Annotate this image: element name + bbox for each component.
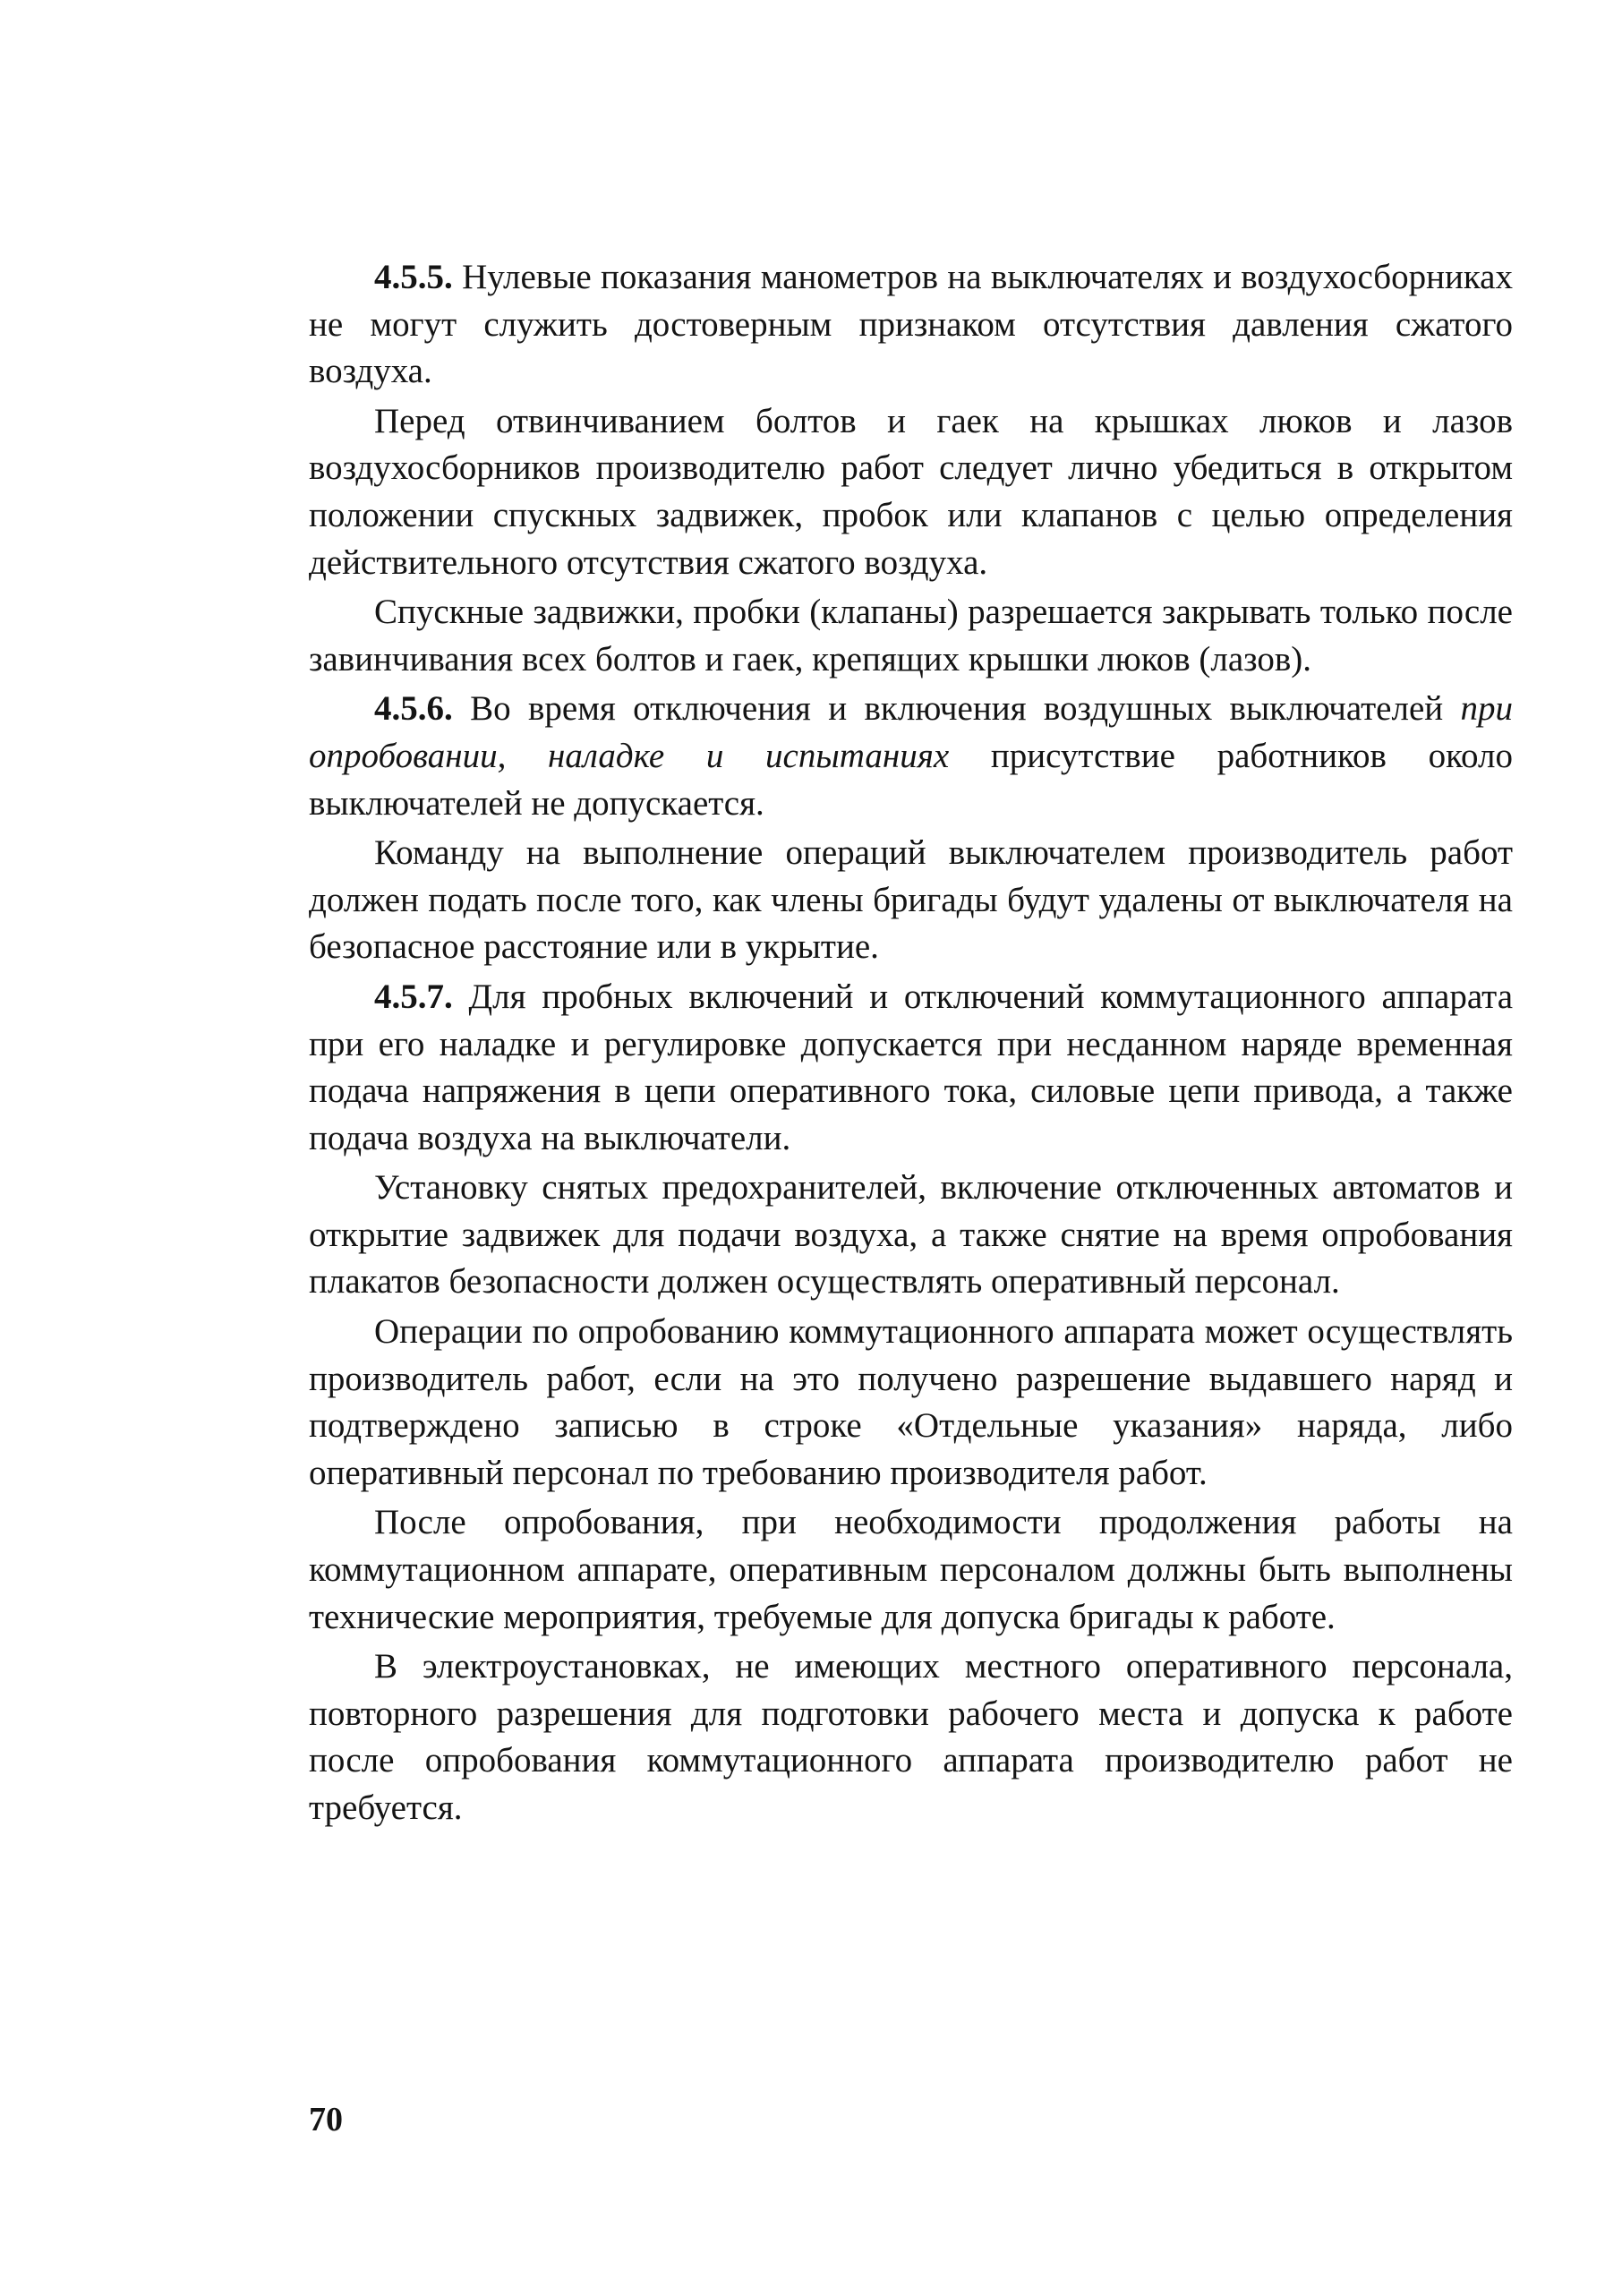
- paragraph-text: присутствие работников около выключателей не допускается.: [309, 736, 1513, 823]
- paragraph-text: В электроустановках, не имеющих местного оперативного персонала, повторного разрешения для подготовки рабочего места и допуска к работе после опробования коммутационного аппарата производителю работ не требуется.: [309, 1647, 1513, 1827]
- paragraph-4-5-6: [309, 686, 1513, 827]
- paragraph: [309, 1643, 1513, 1831]
- paragraph-text: Во время отключения и включения воздушных выключателей: [452, 689, 1461, 729]
- clause-number: 4.5.7.: [374, 977, 453, 1016]
- paragraph: [309, 589, 1513, 683]
- paragraph-text: Перед отвинчиванием болтов и гаек на крышках люков и лазов воздухосборников производителю работ следует лично убедиться в открытом положении спускных задвижек, пробок или клапанов с целью определения действительного отсутствия сжатого воздуха.: [309, 401, 1513, 582]
- clause-number: 4.5.5.: [374, 258, 453, 296]
- body-text: [309, 254, 1513, 1835]
- clause-number: 4.5.6.: [374, 689, 453, 729]
- paragraph: [309, 830, 1513, 971]
- paragraph-text: Для пробных включений и отключений коммутационного аппарата при его наладке и регулировке допускается при несданном наряде временная подача напряжения в цепи оперативного тока, силовые цепи привода, а также подача воздуха на выключатели.: [309, 977, 1513, 1157]
- emphasized-text: при опробовании, наладке и испытаниях: [309, 689, 1513, 775]
- paragraph: [309, 1309, 1513, 1497]
- paragraph-text: Установку снятых предохранителей, включение отключенных автоматов и открытие задвижек для подачи воздуха, а также снятие на время опробования плакатов безопасности должен осуществлять оперативный персонал.: [309, 1168, 1513, 1302]
- paragraph-text: Команду на выполнение операций выключателем производитель работ должен подать после того, как члены бригады будут удалены от выключателя на безопасное расстояние или в укрытие.: [309, 833, 1513, 967]
- paragraph-4-5-7: [309, 974, 1513, 1162]
- paragraph-4-5-5: [309, 254, 1513, 396]
- paragraph: [309, 398, 1513, 586]
- paragraph-text: Спускные задвижки, пробки (клапаны) разрешается закрывать только после завинчивания всех болтов и гаек, крепящих крышки люков (лазов).: [309, 593, 1513, 679]
- paragraph: [309, 1165, 1513, 1306]
- paragraph-text: Нулевые показания манометров на выключателях и воздухосборниках не могут служить достоверным признаком отсутствия давления сжатого воздуха.: [309, 258, 1513, 391]
- paragraph: [309, 1499, 1513, 1641]
- paragraph-text: Операции по опробованию коммутационного аппарата может осуществлять производитель работ, если на это получено разрешение выдавшего наряд и подтверждено записью в строке «Отдельные указания» наряда, либо оперативный персонал по требованию производителя работ.: [309, 1312, 1513, 1492]
- paragraph-text: После опробования, при необходимости продолжения работы на коммутационном аппарате, оперативным персоналом должны быть выполнены технические мероприятия, требуемые для допуска бригады к работе.: [309, 1503, 1513, 1636]
- page-number: 70: [309, 2101, 343, 2138]
